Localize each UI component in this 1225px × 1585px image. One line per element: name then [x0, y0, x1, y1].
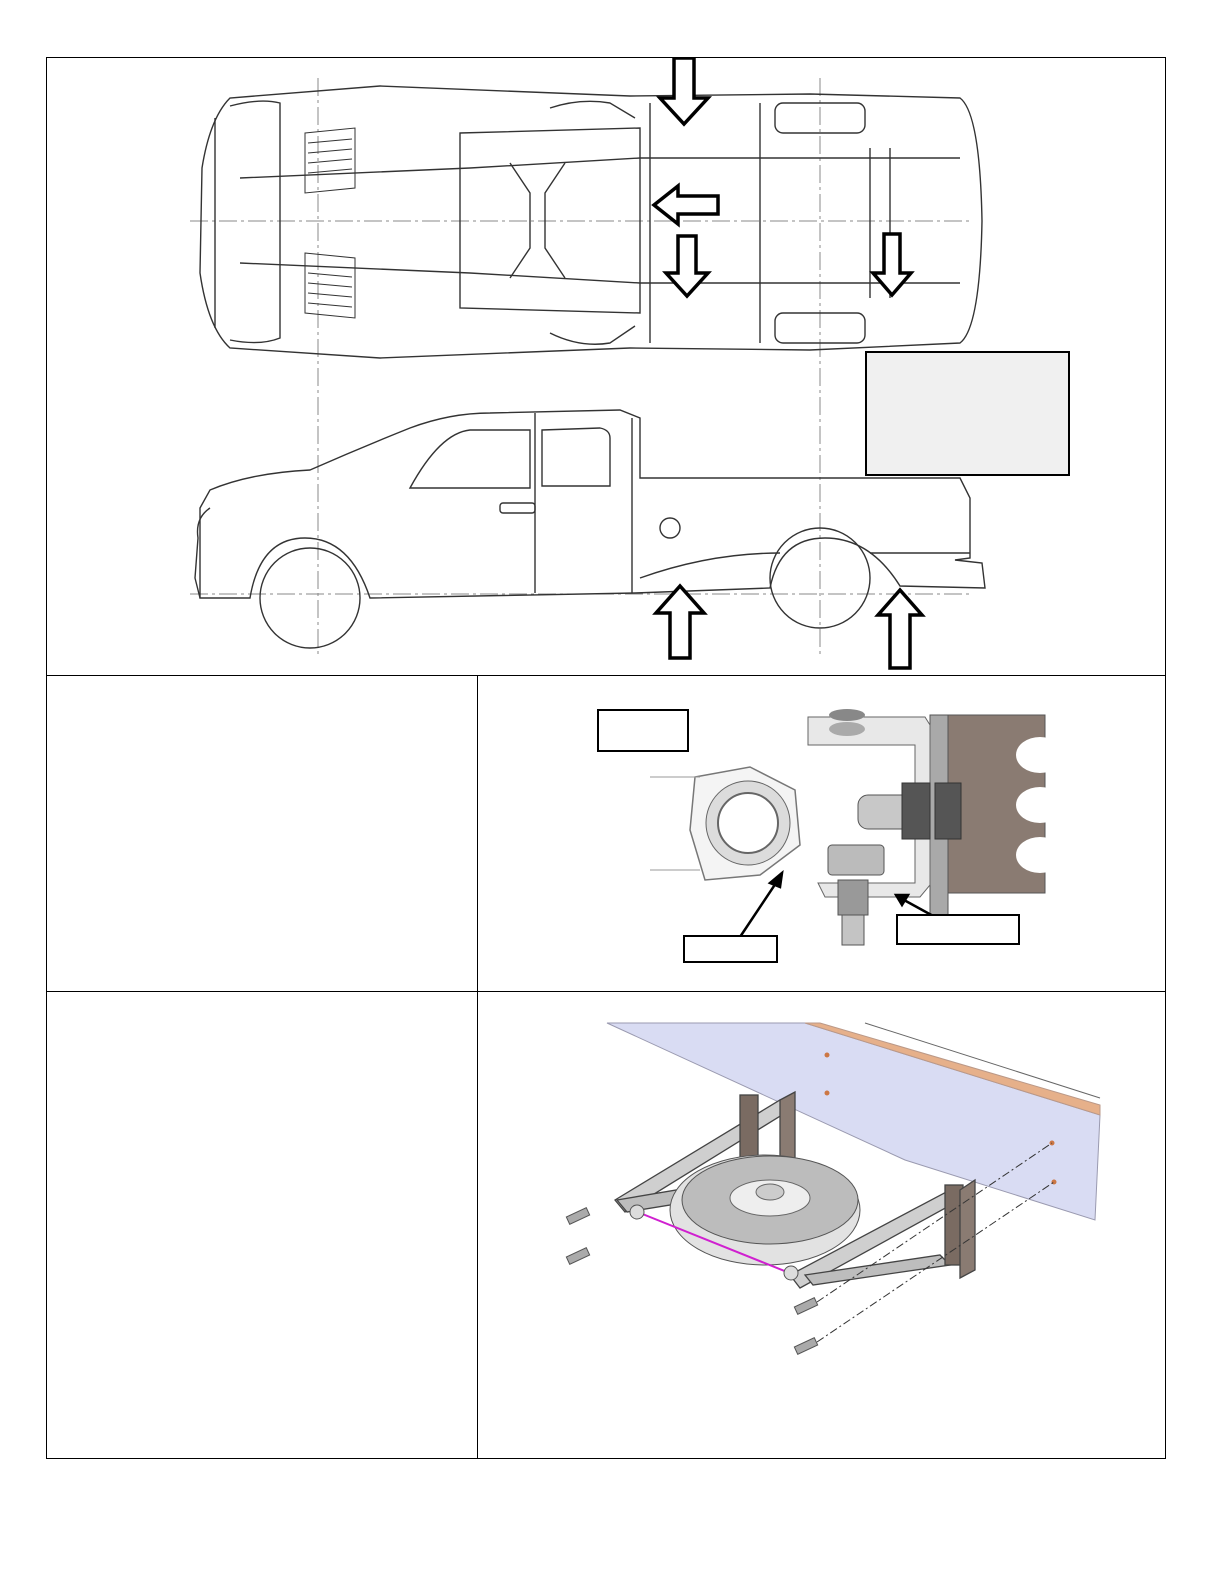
callout-label-top — [597, 709, 689, 752]
callout-label-right — [896, 914, 1020, 945]
legend-box — [865, 351, 1070, 476]
cooler-install-image — [555, 1020, 1115, 1360]
callout-label-left — [683, 935, 778, 963]
column-divider — [477, 675, 478, 1459]
row-divider-2 — [46, 991, 1166, 992]
row-divider-1 — [46, 675, 1166, 676]
